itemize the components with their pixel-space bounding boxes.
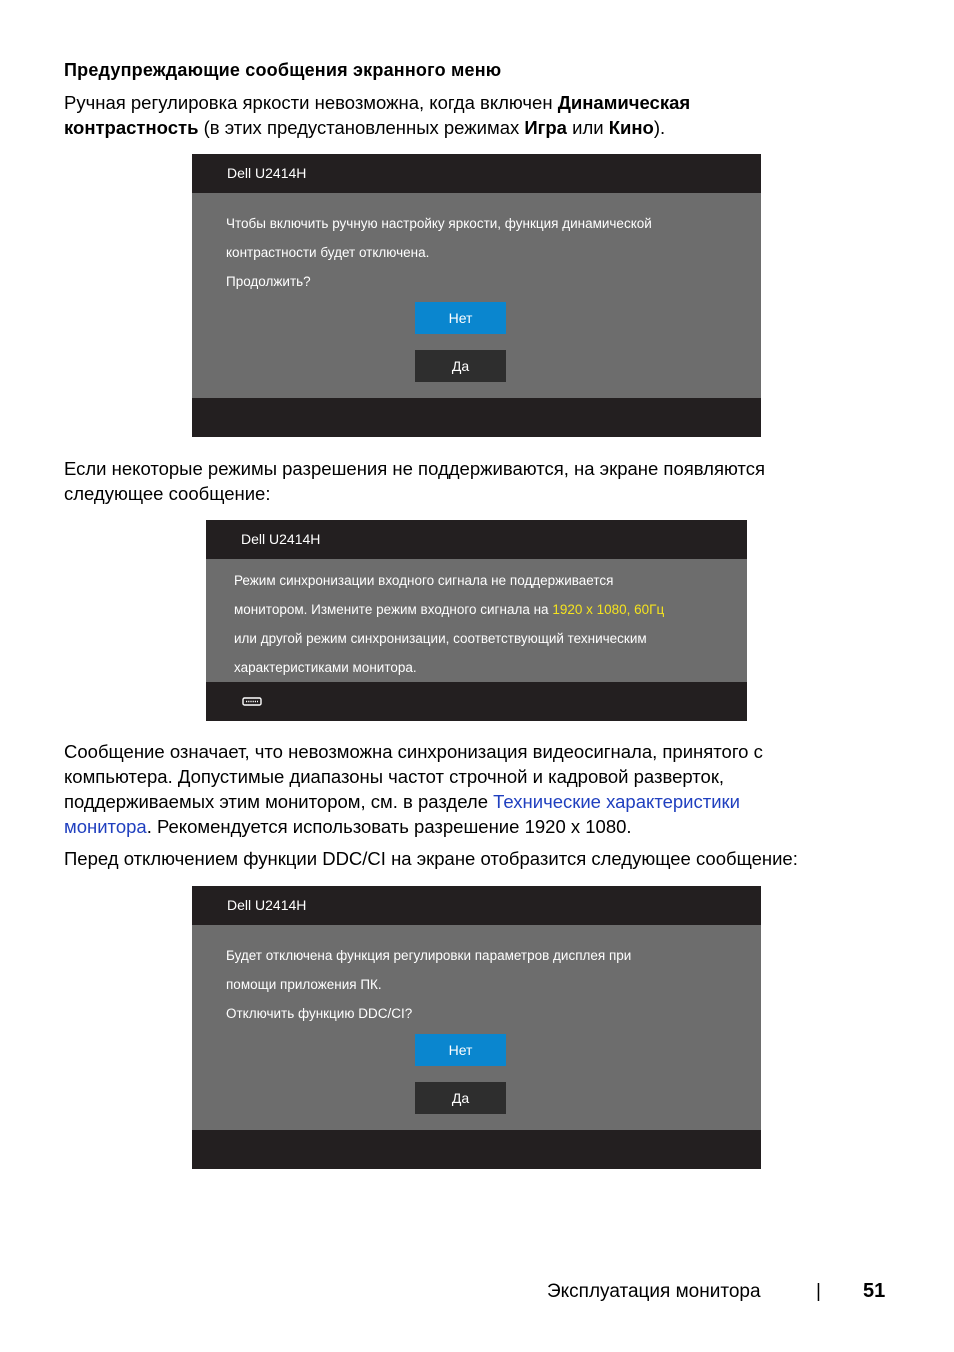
paragraph-ddcci: Перед отключением функции DDC/CI на экране отобразится следующее сообщение: [64, 848, 798, 869]
footer-section-title: Эксплуатация монитора [547, 1281, 761, 1302]
bold-term-game: Игра [524, 117, 567, 138]
yes-button[interactable]: Да [415, 1082, 506, 1114]
no-button[interactable]: Нет [415, 302, 506, 334]
osd-title: Dell U2414H [227, 165, 307, 181]
text-run: ). [653, 117, 666, 138]
recommended-resolution: 1920 x 1080, 60Гц [552, 602, 665, 617]
osd-title-bar [192, 886, 761, 925]
input-connector-icon [242, 697, 262, 707]
osd-message-line: Будет отключена функция регулировки параметров дисплея при [226, 948, 632, 963]
osd-title-bar [206, 520, 747, 559]
osd-question: Продолжить? [226, 274, 311, 289]
osd-dialog-ddcci [192, 886, 761, 1169]
osd-dialog-input-signal [206, 520, 747, 721]
osd-message-line: характеристиками монитора. [234, 660, 417, 675]
specifications-link[interactable]: Технические характеристики [493, 791, 740, 812]
text-line: Сообщение означает, что невозможна синхронизация видеосигнала, принятого с [64, 741, 763, 762]
bold-term-movie: Кино [608, 117, 654, 138]
osd-message-line: Режим синхронизации входного сигнала не поддерживается [234, 573, 614, 588]
osd-title: Dell U2414H [241, 531, 321, 547]
osd-title: Dell U2414H [227, 897, 307, 913]
osd-question: Отключить функцию DDC/CI? [226, 1006, 413, 1021]
text-run: поддерживаемых этим монитором, см. в разделе [64, 791, 494, 812]
text-run: Ручная регулировка яркости невозможна, когда включен [64, 92, 558, 113]
osd-message-line: или другой режим синхронизации, соответствующий техническим [234, 631, 647, 646]
text-run: (в этих предустановленных режимах [198, 117, 525, 138]
specifications-link-continued[interactable]: монитора [64, 816, 147, 837]
text-run: монитором. Измените режим входного сигнала на [234, 602, 553, 617]
osd-title-bar [192, 154, 761, 193]
no-button[interactable]: Нет [415, 1034, 506, 1066]
osd-footer-bar [192, 398, 761, 437]
paragraph-resolution [64, 456, 765, 506]
osd-message-line: Чтобы включить ручную настройку яркости, функция динамической [226, 216, 652, 231]
osd-dialog-brightness [192, 154, 761, 437]
text-line: Если некоторые режимы разрешения не поддерживаются, на экране появляются [64, 458, 765, 479]
bold-term-contrast: контрастность [64, 117, 199, 138]
osd-message-line [234, 602, 664, 617]
paragraph-sync-message [64, 739, 763, 839]
text-run: или [566, 117, 609, 138]
osd-message-line: помощи приложения ПК. [226, 977, 382, 992]
paragraph-brightness [64, 90, 690, 140]
osd-footer-bar [192, 1130, 761, 1169]
text-run: . Рекомендуется использовать разрешение 1920 x 1080. [146, 816, 632, 837]
osd-footer-bar [206, 682, 747, 721]
section-heading: Предупреждающие сообщения экранного меню [64, 60, 502, 80]
bold-term-dynamic: Динамическая [557, 92, 691, 113]
page-number: 51 [863, 1280, 886, 1302]
yes-button[interactable]: Да [415, 350, 506, 382]
osd-message-line: контрастности будет отключена. [226, 245, 430, 260]
text-line: следующее сообщение: [64, 483, 271, 504]
footer-separator: | [816, 1281, 821, 1302]
text-line: компьютера. Допустимые диапазоны частот строчной и кадровой разверток, [64, 766, 725, 787]
